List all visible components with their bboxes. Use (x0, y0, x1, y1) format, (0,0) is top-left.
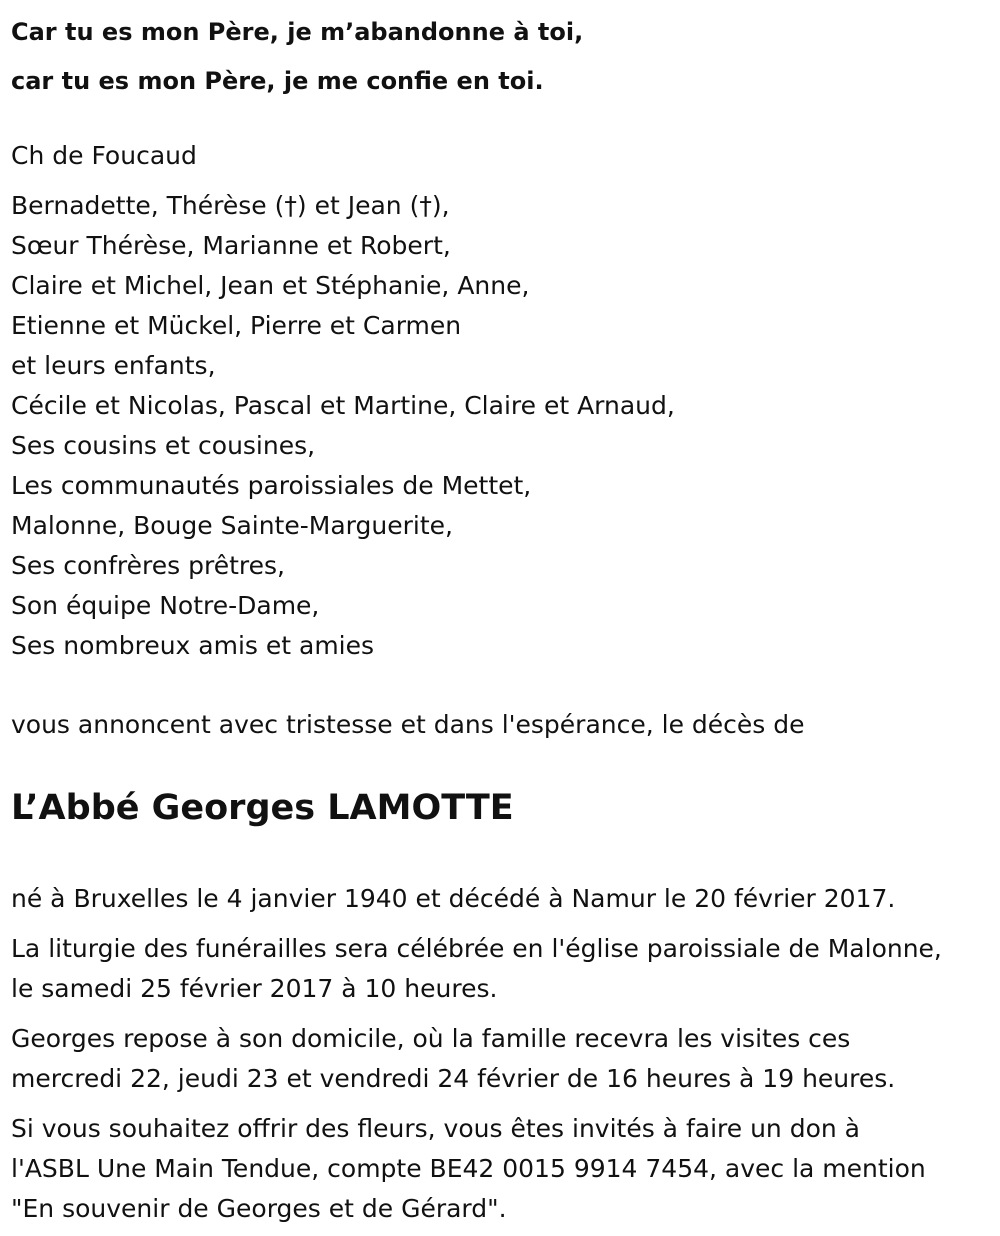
paragraph-line: l'ASBL Une Main Tendue, compte BE42 0015 9914 7454, avec la mention (11, 1154, 926, 1183)
paragraph-line: le samedi 25 février 2017 à 10 heures. (11, 974, 498, 1003)
family-line: Son équipe Notre-Dame, (11, 591, 320, 620)
family-line: Claire et Michel, Jean et Stéphanie, Anne, (11, 271, 530, 300)
epigraph-author: Ch de Foucaud (11, 141, 197, 170)
deceased-name: L’Abbé Georges LAMOTTE (11, 788, 514, 828)
family-line: Cécile et Nicolas, Pascal et Martine, Claire et Arnaud, (11, 391, 675, 420)
paragraph-line: né à Bruxelles le 4 janvier 1940 et décédé à Namur le 20 février 2017. (11, 884, 896, 913)
donation-paragraph (11, 1109, 996, 1229)
funeral-paragraph (11, 929, 996, 1009)
family-line: Bernadette, Thérèse (†) et Jean (†), (11, 191, 450, 220)
epigraph-line: Car tu es mon Père, je m’abandonne à toi, (11, 18, 584, 46)
paragraph-line: mercredi 22, jeudi 23 et vendredi 24 février de 16 heures à 19 heures. (11, 1064, 896, 1093)
family-list (11, 186, 996, 666)
family-line: Sœur Thérèse, Marianne et Robert, (11, 231, 451, 260)
epigraph-line: car tu es mon Père, je me confie en toi. (11, 67, 544, 95)
paragraph-line: La liturgie des funérailles sera célébrée en l'église paroissiale de Malonne, (11, 934, 942, 963)
family-line: Ses confrères prêtres, (11, 551, 285, 580)
family-line: Les communautés paroissiales de Mettet, (11, 471, 532, 500)
announcement: vous annoncent avec tristesse et dans l'espérance, le décès de (11, 710, 805, 739)
visits-paragraph (11, 1019, 996, 1099)
paragraph-line: Si vous souhaitez offrir des fleurs, vous êtes invités à faire un don à (11, 1114, 860, 1143)
epigraph (11, 0, 996, 106)
family-line: Ses cousins et cousines, (11, 431, 316, 460)
paragraph-line: "En souvenir de Georges et de Gérard". (11, 1194, 507, 1223)
family-line: et leurs enfants, (11, 351, 216, 380)
family-line: Etienne et Mückel, Pierre et Carmen (11, 311, 462, 340)
obituary-notice (11, 0, 996, 1229)
paragraph-line: Georges repose à son domicile, où la famille recevra les visites ces (11, 1024, 851, 1053)
birth-death-paragraph (11, 879, 996, 919)
family-line: Malonne, Bouge Sainte-Marguerite, (11, 511, 453, 540)
family-line: Ses nombreux amis et amies (11, 631, 375, 660)
